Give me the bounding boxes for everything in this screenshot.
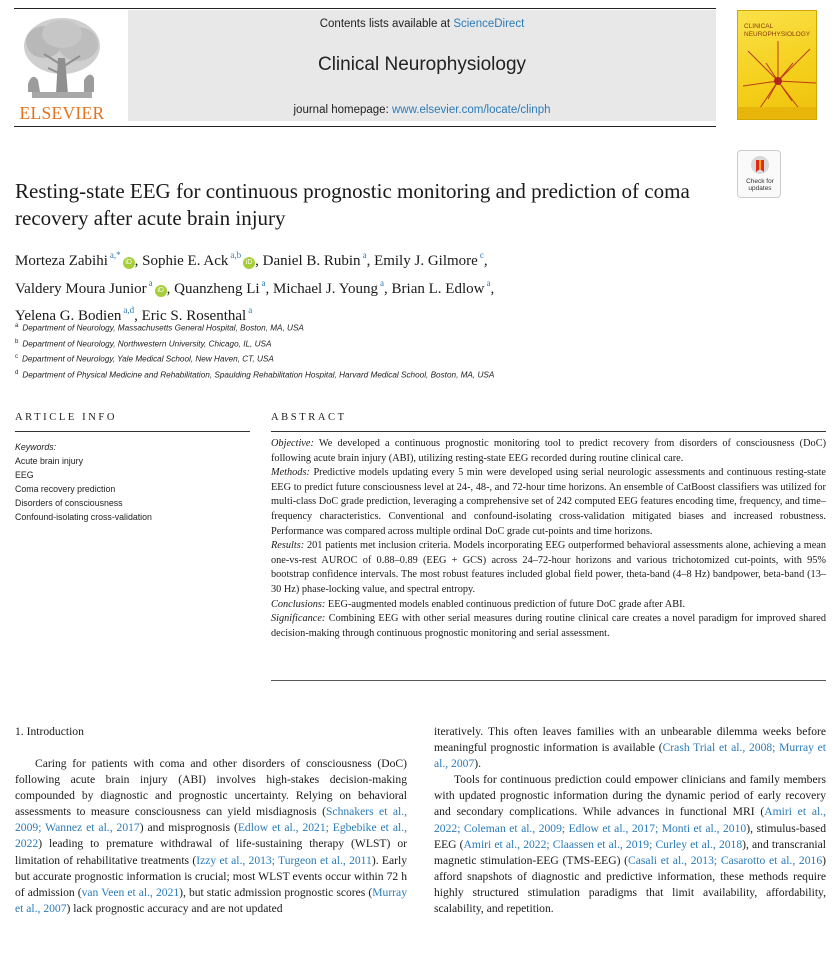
body-text: ), stimulus-based EEG ( <box>434 821 826 851</box>
author-name[interactable]: Morteza Zabihi <box>15 253 108 269</box>
homepage-line <box>128 104 716 116</box>
affiliation-text: Department of Neurology, Massachusetts General Hospital, Boston, MA, USA <box>22 323 304 333</box>
citation-link[interactable]: Amiri et al., 2022; Claassen et al., 2019; Curley et al., 2018 <box>463 837 743 851</box>
article-title: Resting-state EEG for continuous prognostic monitoring and prediction of coma recovery after acute brain injury <box>15 179 690 230</box>
body-text: ), but static admission prognostic scores ( <box>179 885 373 899</box>
body-text: iteratively. This often leaves families with an unbearable dilemma weeks before meaningful prognostic information is available ( <box>434 725 826 755</box>
article-info-rule <box>15 431 250 432</box>
abstract-section-label: Conclusions: <box>271 598 326 610</box>
abstract-section-text: Predictive models updating every 5 min were developed using serial neurologic assessments and continuous resting-state EEG to predict future consciousness level at 24-, 48-, and 72-hour time horizons. An ensemble of CatBoost classifiers was utilized for multi-class DoC grade prediction, leveraging a comprehensive set of 242 computed EEG features encoding time, frequency, and time–frequency characteristics. Conventional and confound-isolating cross-validation mitigated biases and increased robustness. Performance was compared across multiple ordinal DoC grade cut-points and time horizons. <box>271 467 826 537</box>
journal-cover-thumbnail[interactable] <box>737 10 817 120</box>
contents-prefix: Contents lists available at <box>319 18 454 30</box>
body-column-right <box>434 724 826 917</box>
author-affiliation-marker[interactable]: a,b <box>230 250 242 260</box>
author-name[interactable]: Daniel B. Rubin <box>262 253 361 269</box>
author-affiliation-marker[interactable]: a,* <box>109 250 121 260</box>
author-affiliation-marker[interactable]: a <box>486 277 491 288</box>
abstract-section <box>271 539 826 597</box>
citation-link[interactable]: Casali et al., 2013; Casarotto et al., 2016 <box>628 853 823 867</box>
author-separator: , <box>384 280 392 297</box>
article-info-heading: ARTICLE INFO <box>15 412 118 423</box>
affiliation-text: Department of Physical Medicine and Rehabilitation, Spaulding Rehabilitation Hospital, Harvard Medical School, Boston, MA, USA <box>22 370 495 380</box>
homepage-prefix: journal homepage: <box>293 104 392 116</box>
author-affiliation-marker[interactable]: c <box>479 250 484 260</box>
intro-paragraph-1 <box>15 756 407 917</box>
abstract-section-text: 201 patients met inclusion criteria. Models incorporating EEG outperformed behavioral assessments alone, achieving a mean one-vs-rest AUROC of 0.88–0.89 (EEG + GCS) across 24–72-hour horizons and various trichotomized cut-points, with 95% bootstrap confidence intervals. The most robust features included global field power, theta-band (4–8 Hz) bandpower, beta-band (13–30 Hz) phase-locking value, and spectral entropy. <box>271 540 826 595</box>
author-affiliation-marker[interactable]: a <box>248 305 253 315</box>
affiliation-text: Department of Neurology, Yale Medical School, New Haven, CT, USA <box>22 354 274 364</box>
keywords-label: Keywords: <box>15 442 57 452</box>
body-text: Caring for patients with coma and other disorders of consciousness (DoC) following acute brain injury (ABI) involves high-stakes decision-making compounded by diagnostic and prognostic uncertainty. Relying on behavioral assessments to measure consciousness can yield misdiagnosis ( <box>15 757 407 819</box>
author-separator: , <box>366 253 375 269</box>
author-separator: , <box>490 280 495 297</box>
orcid-icon[interactable]: iD <box>243 257 255 269</box>
author-name[interactable]: Brian L. Edlow <box>391 280 485 297</box>
body-text: ) leading to premature withdrawal of life-sustaining therapy (WLST) or limitation of rehabilitative treatments ( <box>15 837 407 867</box>
affiliation-key: c <box>15 354 18 361</box>
check-updates-line2: updates <box>748 185 772 192</box>
author-separator: , <box>134 253 143 269</box>
affiliation-text: Department of Neurology, Northwestern University, Chicago, IL, USA <box>22 339 272 349</box>
check-updates-label <box>738 178 782 192</box>
keywords-block <box>15 440 250 524</box>
abstract-section-label: Significance: <box>271 613 326 625</box>
author-name[interactable]: Yelena G. Bodien <box>15 308 122 324</box>
keyword-item: Disorders of consciousness <box>15 498 123 508</box>
citation-link[interactable]: Izzy et al., 2013; Turgeon et al., 2011 <box>196 853 372 867</box>
orcid-icon[interactable]: iD <box>155 285 167 297</box>
citation-link[interactable]: Schnakers et al., 2009; Wannez et al., 2017 <box>15 805 407 835</box>
cover-neuron-graphic <box>738 11 817 120</box>
author-list <box>15 245 735 328</box>
keyword-item: Confound-isolating cross-validation <box>15 512 152 522</box>
journal-name[interactable]: Clinical Neurophysiology <box>317 54 527 75</box>
author-separator: , <box>134 308 142 324</box>
abstract-section-text: EEG-augmented models enabled continuous prediction of future DoC grade after ABI. <box>325 598 686 610</box>
author-separator: , <box>255 253 263 269</box>
abstract-heading: ABSTRACT <box>271 412 347 423</box>
affiliation-item <box>15 336 735 352</box>
header-top-rule <box>14 8 716 9</box>
author <box>15 250 143 269</box>
keywords-list <box>15 454 250 524</box>
contents-line <box>128 18 716 30</box>
orcid-icon[interactable]: iD <box>123 257 135 269</box>
journal-homepage-link[interactable]: www.elsevier.com/locate/clinph <box>391 104 551 116</box>
abstract-bottom-rule <box>271 680 826 681</box>
cover-title-line2: NEUROPHYSIOLOGY <box>744 30 811 38</box>
author-affiliation-marker[interactable]: a <box>380 277 385 288</box>
author-affiliation-marker[interactable]: a,d <box>123 305 135 315</box>
header-bottom-rule <box>14 126 716 127</box>
author <box>142 250 263 269</box>
intro-paragraph-1-continued <box>434 724 826 772</box>
keyword-item: EEG <box>15 470 34 480</box>
abstract-section-text: We developed a continuous prognostic monitoring tool to predict recovery from disorders of consciousness (DoC) following acute brain injury (ABI), utilizing resting-state EEG recorded during routine clinical care. <box>271 438 826 464</box>
author <box>15 277 175 297</box>
author-separator: , <box>166 280 175 297</box>
author-name[interactable]: Valdery Moura Junior <box>15 280 147 297</box>
keyword-item: Coma recovery prediction <box>15 484 116 494</box>
abstract-section-label: Methods: <box>271 467 310 479</box>
abstract-section-label: Results: <box>271 540 305 552</box>
author-affiliation-marker[interactable]: a <box>261 277 266 288</box>
abstract-section <box>271 466 826 539</box>
author-separator: , <box>483 253 488 269</box>
author-name[interactable]: Quanzheng Li <box>174 280 260 297</box>
affiliation-list <box>15 320 735 382</box>
abstract-section <box>271 612 826 641</box>
body-text: ) afford snapshots of diagnostic and predictive information, these methods require highly structured stimulation paradigms that limit availability, affordability, scalability, and repetition. <box>434 853 826 916</box>
section-title-introduction: 1. Introduction <box>15 725 84 738</box>
affiliation-key: a <box>15 323 19 329</box>
author-affiliation-marker[interactable]: a <box>362 250 367 260</box>
author-name[interactable]: Eric S. Rosenthal <box>141 308 247 324</box>
check-updates-icon <box>749 155 771 179</box>
cover-title-line1: CLINICAL <box>744 23 774 30</box>
author <box>391 277 495 297</box>
body-text: Tools for continuous prediction could empower clinicians and family members with updated prognostic information during the dynamic period of early recovery and secondary complications. While advances in functional MRI ( <box>434 773 826 819</box>
author-name[interactable]: Emily J. Gilmore <box>374 253 478 269</box>
author-name[interactable]: Michael J. Young <box>273 280 379 297</box>
body-text: ). Early but accurate prognostic information is crucial; most WLST events occur within 72 h of admission ( <box>15 853 407 899</box>
check-for-updates-button[interactable] <box>737 150 781 198</box>
author <box>174 277 274 297</box>
check-updates-line1: Check for <box>746 178 774 185</box>
author <box>374 250 488 269</box>
citation-link[interactable]: Amiri et al., 2022; Coleman et al., 2009; Edlow et al., 2017; Monti et al., 2010 <box>434 805 826 835</box>
body-text: ) lack prognostic accuracy and are not updated <box>66 901 283 915</box>
body-text: ), and transcranial magnetic stimulation-EEG (TMS-EEG) ( <box>434 837 826 867</box>
abstract-section <box>271 598 826 613</box>
body-text: ) and misprognosis ( <box>139 821 238 835</box>
author-separator: , <box>265 280 274 297</box>
abstract-section <box>271 437 826 466</box>
elsevier-wordmark: ELSEVIER <box>19 103 105 123</box>
affiliation-item <box>15 367 735 383</box>
citation-link[interactable]: Crash Trial et al., 2008; Murray et al., 2007 <box>434 741 826 771</box>
citation-link[interactable]: Murray et al., 2007 <box>15 885 407 915</box>
author <box>262 250 375 269</box>
sciencedirect-link[interactable]: ScienceDirect <box>453 18 525 30</box>
author <box>273 277 392 297</box>
body-text: ). <box>474 757 482 771</box>
affiliation-key: b <box>15 338 19 345</box>
abstract-rule <box>271 431 826 432</box>
keyword-item: Acute brain injury <box>15 456 83 466</box>
abstract-section-label: Objective: <box>271 438 314 449</box>
affiliation-item <box>15 351 735 367</box>
affiliation-item <box>15 320 735 336</box>
citation-link[interactable]: Edlow et al., 2021; Egbebike et al., 2022 <box>15 821 407 851</box>
body-column-left <box>15 756 407 917</box>
author-affiliation-marker[interactable]: a <box>148 277 153 288</box>
abstract-body <box>271 437 826 641</box>
author-name[interactable]: Sophie E. Ack <box>142 253 229 269</box>
intro-paragraph-2 <box>434 772 826 917</box>
citation-link[interactable]: van Veen et al., 2021 <box>81 885 180 899</box>
abstract-section-text: Combining EEG with other serial measures during routine clinical care creates a novel paradigm for improved shared decision-making through continuous prognostic monitoring and serial assessment. <box>271 613 826 639</box>
affiliation-key: d <box>15 369 19 376</box>
